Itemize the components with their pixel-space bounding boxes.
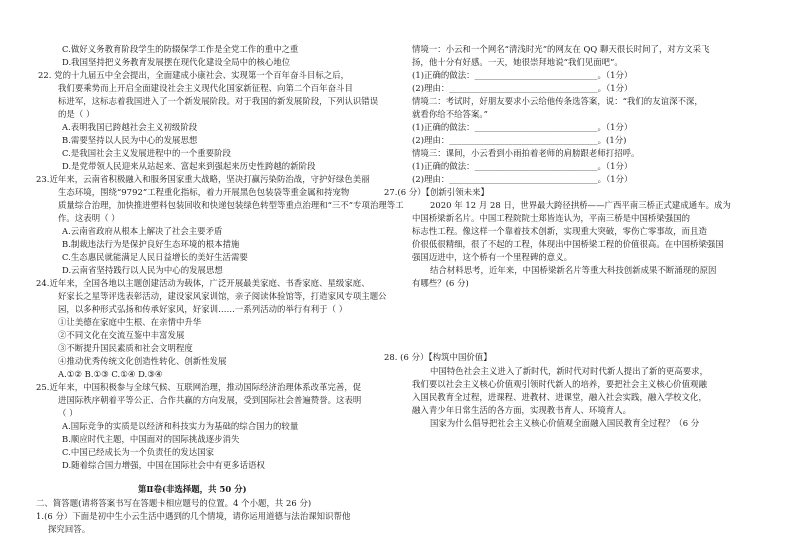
left-text-line: 作。这表明（ ） [58, 213, 120, 223]
left-text-line: 24.近年来，全国各地以主题创建活动为载体，广泛开展最美家庭、书香家庭、星级家庭、 [36, 278, 370, 288]
left-text-line: 标进军，这标志着我国进入了一个新发展阶段。对于我国的新发展阶段，下列认识错误 [58, 96, 379, 106]
left-text-line: （ ） [58, 408, 78, 418]
left-text-line: D.是党带领人民迎来从站起来、富起来到强起来历史性跨越的新阶段 [62, 161, 316, 171]
left-text-line: C.做好义务教育阶段学生的防辍保学工作是全党工作的重中之重 [62, 44, 299, 54]
right-text-line: (1)正确的做法：_____________________________。（1分） [412, 161, 633, 171]
left-text-line: ③不断提升国民素质和社会文明程度 [58, 343, 193, 353]
left-text-line: A.国际竞争的实质是以经济和科技实力为基础的综合国力的较量 [62, 421, 299, 431]
left-text-line: D.随着综合国力增强，中国在国际社会中有更多话语权 [62, 460, 265, 470]
right-text-line: (2)理由：___________________________________。（1分） [412, 174, 633, 184]
left-text-line: 进国际秩序朝着平等公正、合作共赢的方向发展，受到国际社会普遍赞誉。这表明 [58, 395, 362, 405]
right-text-line: 价很低很精细，很了不起的工程，体现出中国桥梁工程的价值很高。在中国桥梁强国 [412, 239, 724, 249]
right-text-line: 扬，他十分有好感。一天，她很崇拜地说“我们见面吧”。 [412, 57, 623, 67]
right-text-line: (2)理由：___________________________________。(1分) [412, 135, 627, 145]
left-text-line: B.需要坚持以人民为中心的发展思想 [62, 135, 198, 145]
right-text-line: 情境三：课间，小云看到小雨拍着老师的肩膀跟老师打招呼。 [412, 148, 640, 158]
left-text-line: 园，以多种形式弘扬和传承好家风，好家训……一系列活动的举行有利于（ ） [58, 304, 348, 314]
right-text-line: 国家为什么倡导把社会主义核心价值观全面融入国民教育全过程？（6 分 [430, 418, 700, 428]
left-text-line: 二、简答题(请将答案书写在答题卡相应题号的位置。4 个小题，共 26 分) [36, 498, 312, 508]
right-text-line: (2)理由：___________________________________。（1分） [412, 83, 633, 93]
right-text-line: 情境二：考试时，好朋友要求小云给他传条选答案，说：“我们的友谊深不深， [412, 96, 703, 106]
right-text-line: 强国迈进中，这个桥有一个里程碑的意义。 [412, 252, 573, 262]
left-text-line: ④推动优秀传统文化创造性转化、创新性发展 [58, 356, 227, 366]
left-text-line: C.中国已经成长为一个负责任的发达国家 [62, 447, 215, 457]
right-text-line: 标志性工程。像这样一个靠着技术创新，实现重大突破，零伤亡零事故，而且造 [412, 226, 707, 236]
right-text-line: 我们要以社会主义核心价值观引领时代新人的培养，要把社会主义核心价值观融 [412, 379, 707, 389]
right-text-line: 就看你给不给答案。” [412, 109, 488, 119]
right-text-line: (1)正确的做法：_____________________________。（1分） [412, 122, 633, 132]
left-text-line: C.是我国社会主义发展进程中的一个重要阶段 [62, 148, 231, 158]
right-text-line: 28. (6 分）【构筑中国价值】 [384, 352, 492, 362]
right-text-line: 情境一：小云和一个网名“清浅时光”的网友在 QQ 聊天很长时间了，对方文采飞 [412, 44, 710, 54]
left-text-line: A.①② B.①③ C.①④ D.③④ [58, 369, 163, 379]
left-text-line: D.云南省坚持践行以人民为中心的发展思想 [62, 265, 223, 275]
right-text-line: 入国民教育全过程，进课程、进教材、进课堂，融入社会实践，融入学校文化， [412, 392, 707, 402]
left-text-line: A.表明我国已跨越社会主义初级阶段 [62, 122, 198, 132]
left-text-line: 我们要乘势而上开启全面建设社会主义现代化国家新征程、向第二个百年奋斗目 [58, 83, 353, 93]
left-text-line: ①让美德在家庭中生根、在亲情中升华 [58, 317, 202, 327]
left-text-line: A.云南省政府从根本上解决了社会主要矛盾 [62, 226, 223, 236]
left-text-line: ②不同文化在交流互鉴中丰富发展 [58, 330, 185, 340]
right-text-line: 27.(6 分）【创新引领未来】 [384, 187, 489, 197]
left-text-line: B.顺应时代主题，中国面对的国际挑战逐步消失 [62, 434, 240, 444]
left-text-line: 质量综合治理，加快推进塑料包装回收和快递包装绿色转型等重点治理和“三不”专项治理等工 [58, 200, 404, 210]
right-text-line: 有哪些？(6 分) [412, 278, 469, 288]
right-text-line: 融入青少年日常生活的各方面，实现教书育人、环境育人。 [412, 405, 632, 415]
left-text-line: D.我国坚持把义务教育发展摆在现代化建设全局中的核心地位 [62, 57, 291, 67]
left-text-line: B.制裁违法行为是保护良好生态环境的根本措施 [62, 239, 240, 249]
left-text-line: 好家长之星等评选表彰活动，建设家风家训馆，亲子阅读体验馆等，打造家风专项主题公 [58, 291, 387, 301]
left-text-line: 1.(6 分）下面是初中生小云生活中遇到的几个情境，请你运用道德与法治课知识帮他 [36, 511, 351, 521]
right-text-line: (1)正确的做法：_____________________________。（1分） [412, 70, 633, 80]
right-text-line: 结合材料思考，近年来，中国桥梁新名片等重大科技创新成果不断涌现的原因 [430, 265, 717, 275]
left-text-line: 25.近年来，中国积极参与全球气候、互联网治理，推动国际经济治理体系改革完善，促 [36, 382, 362, 392]
left-text-line: 22. 党的十九届五中全会提出，全面建成小康社会、实现第一个百年奋斗目标之后， [38, 70, 350, 80]
left-text-line: 的是（ ） [58, 109, 95, 119]
right-text-line: 中国桥梁新名片。中国工程院院士郑皆连认为，平南三桥是中国桥梁强国的 [412, 213, 691, 223]
left-text-line: 23.近年来，云南省积极融入和服务国家重大战略，坚决打赢污染防治战，守护好绿色美丽 [36, 174, 370, 184]
left-text-line: C.生态惠民就能满足人民日益增长的美好生活需要 [62, 252, 248, 262]
left-text-line: 第Ⅱ卷(非选择题，共 50 分) [138, 484, 247, 494]
right-text-line: 中国特色社会主义进入了新时代，新时代对时代新人提出了新的更高要求， [430, 366, 709, 376]
right-text-line: 2020 年 12 月 28 日，世界最大跨径拱桥——广西平南三桥正式建成通车。成为 [430, 200, 731, 210]
left-text-line: 探究回答。 [48, 524, 91, 534]
left-text-line: 生态环境，围绕“9792”工程重化指标，着力开展黑色包装袋等重金属和持宠物 [58, 187, 350, 197]
